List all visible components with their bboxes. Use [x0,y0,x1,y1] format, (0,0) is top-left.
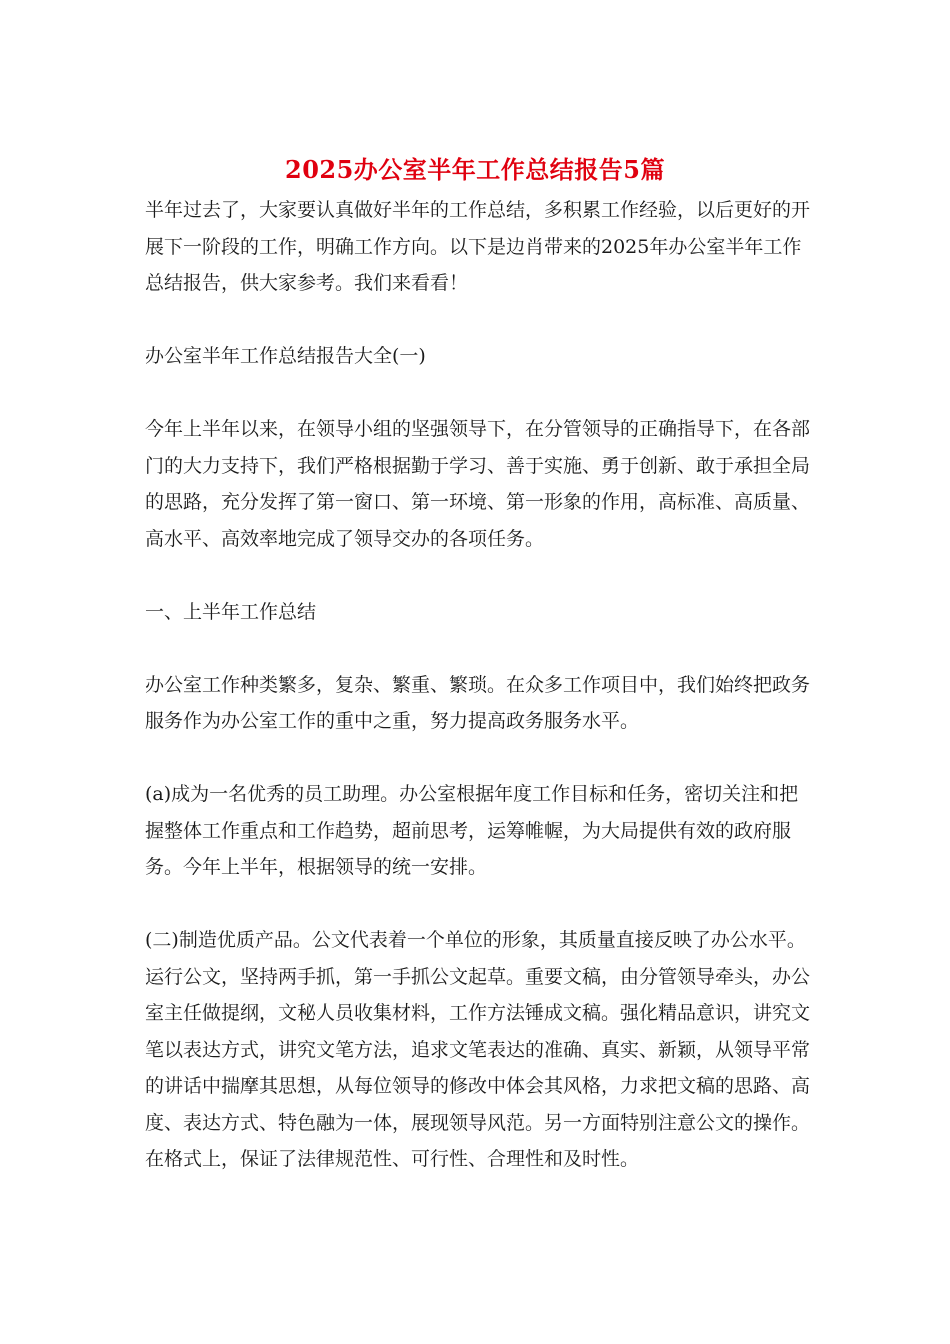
section-heading: 办公室半年工作总结报告大全(一) [145,345,426,367]
subsection-heading: 一、上半年工作总结 [145,600,317,623]
paragraph-spacer [145,302,811,339]
paragraph-spacer [145,557,811,594]
body-paragraph: 办公室工作种类繁多，复杂、繁重、繁琐。在众多工作项目中，我们始终把政务服务作为办公室工作的重中之重，努力提高政务服务水平。 [145,673,811,732]
body-paragraph: (二)制造优质产品。公文代表着一个单位的形象，其质量直接反映了办公水平。运行公文，坚持两手抓，第一手抓公文起草。重要文稿，由分管领导牵头，办公室主任做提纲，文秘人员收集材料，工作方法锤成文稿。强化精品意识，讲究文笔以表达方式，讲究文笔方法，追求文笔表达的准确、真实、新颖，从领导平常的讲话中揣摩其思想，从每位领导的修改中体会其风格，力求把文稿的思路、高度、表达方式、特色融为一体，展现领导风范。另一方面特别注意公文的操作。在格式上，保证了法律规范性、可行性、合理性和及时性。 [145,929,811,1170]
paragraph-spacer [145,740,811,777]
body-paragraph: 今年上半年以来，在领导小组的坚强领导下，在分管领导的正确指导下，在各部门的大力支持下，我们严格根据勤于学习、善于实施、勇于创新、敢于承担全局的思路，充分发挥了第一窗口、第一环境、第一形象的作用，高标准、高质量、高水平、高效率地完成了领导交办的各项任务。 [145,418,811,550]
document-body [145,192,811,1178]
intro-paragraph: 半年过去了，大家要认真做好半年的工作总结，多积累工作经验，以后更好的开展下一阶段的工作，明确工作方向。以下是边肖带来的2025年办公室半年工作总结报告，供大家参考。我们来看看！ [145,199,811,294]
paragraph-spacer [145,886,811,923]
document-title: 2025办公室半年工作总结报告5篇 [285,155,665,184]
body-paragraph: (a)成为一名优秀的员工助理。办公室根据年度工作目标和任务，密切关注和把握整体工作重点和工作趋势，超前思考，运筹帷幄，为大局提供有效的政府服务。今年上半年，根据领导的统一安排。 [145,783,799,878]
paragraph-spacer [145,375,811,412]
paragraph-spacer [145,630,811,667]
